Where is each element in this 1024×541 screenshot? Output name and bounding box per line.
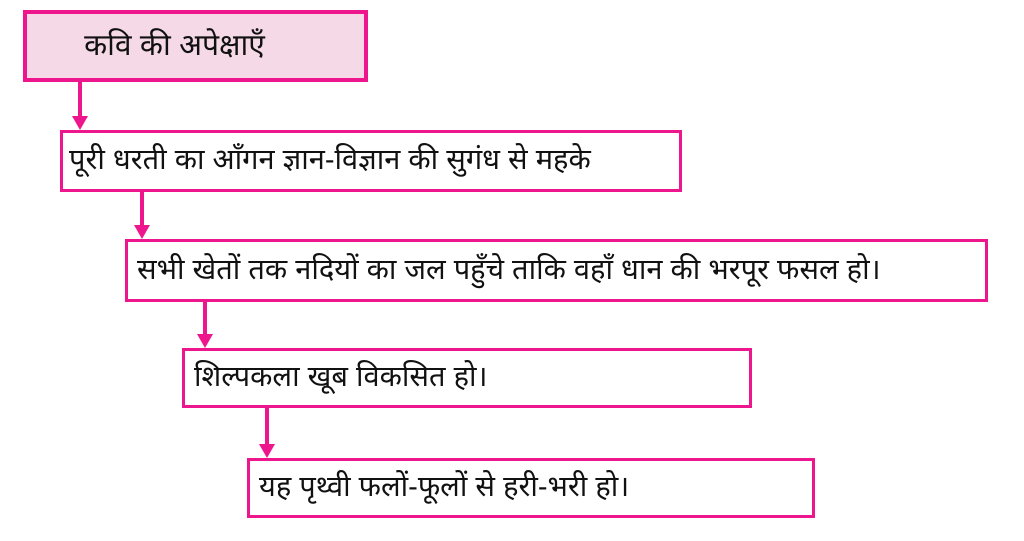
connector-arrow-line-4 [265,408,269,444]
flowchart-node-expectation-1 [60,130,682,192]
node-expectation-2-label: सभी खेतों तक नदियों का जल पहुँचे ताकि वहाँ धान की भरपूर फसल हो। [137,253,881,286]
arrow-down-icon [197,334,213,348]
node-expectation-4-label: यह पृथ्वी फलों-फूलों से हरी-भरी हो। [259,471,630,504]
flowchart-node-expectation-2 [125,239,988,302]
connector-arrow-line-2 [140,192,144,225]
connector-arrow-line-3 [203,302,207,334]
connector-arrow-line-1 [78,82,82,116]
node-expectation-1-label: पूरी धरती का आँगन ज्ञान-विज्ञान की सुगंध से महके [69,144,591,177]
node-expectation-3-label: शिल्पकला खूब विकसित हो। [194,361,488,394]
flowchart-node-expectation-4 [247,458,815,518]
flowchart-node-title [23,10,368,82]
arrow-down-icon [259,444,275,458]
arrow-down-icon [134,225,150,239]
node-title-label: कवि की अपेक्षाएँ [84,28,265,62]
flowchart-node-expectation-3 [182,348,752,408]
arrow-down-icon [72,116,88,130]
